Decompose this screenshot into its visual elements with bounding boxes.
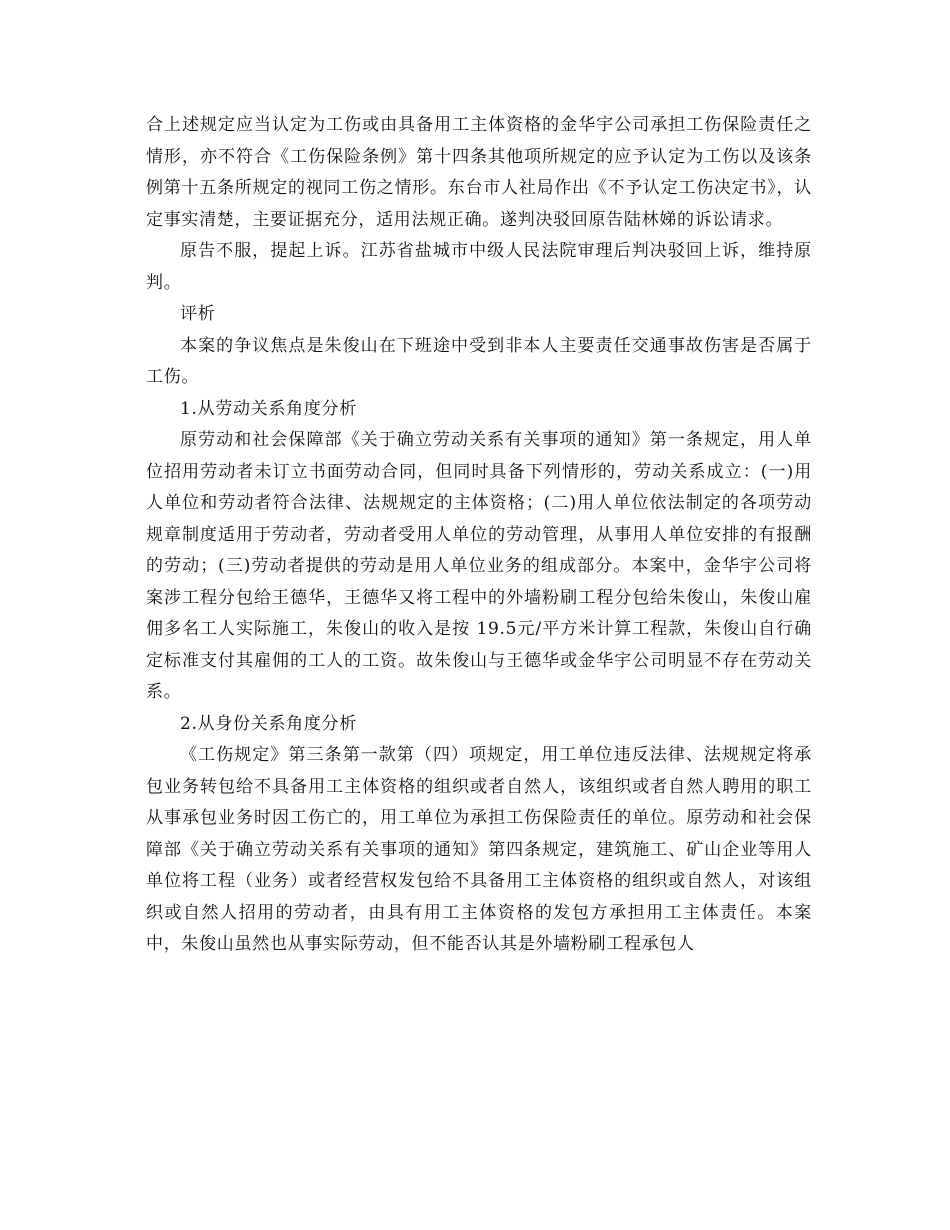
- section-heading-analysis: 评析: [180, 304, 216, 324]
- document-page: [146, 110, 812, 961]
- paragraph-continued-judgment: 合上述规定应当认定为工伤或由具备用工主体资格的金华宇公司承担工伤保险责任之情形，亦不符合《工伤保险条例》第十四条其他项所规定的应予认定为工伤以及该条例第十五条所规定的视同工伤之情形。东台市人社局作出《不予认定工伤决定书》，认定事实清楚，主要证据充分，适用法规正确。遂判决驳回原告陆林娣的诉讼请求。: [146, 115, 812, 230]
- paragraph-dispute-focus: 本案的争议焦点是朱俊山在下班途中受到非本人主要责任交通事故伤害是否属于工伤。: [146, 335, 812, 387]
- paragraph-appeal-result: 原告不服，提起上诉。江苏省盐城市中级人民法院审理后判决驳回上诉，维持原判。: [146, 241, 812, 293]
- subheading-labor-relation: 1.从劳动关系角度分析: [180, 398, 357, 419]
- subheading-identity-relation: 2.从身份关系角度分析: [180, 713, 357, 734]
- paragraph-labor-relation-analysis: 原劳动和社会保障部《关于确立劳动关系有关事项的通知》第一条规定，用人单位招用劳动者未订立书面劳动合同，但同时具备下列情形的，劳动关系成立：(一)用人单位和劳动者符合法律、法规规定的主体资格；(二)用人单位依法制定的各项劳动规章制度适用于劳动者，劳动者受用人单位的劳动管理，从事用人单位安排的有报酬的劳动；(三)劳动者提供的劳动是用人单位业务的组成部分。本案中，金华宇公司将案涉工程分包给王德华，王德华又将工程中的外墙粉刷工程分包给朱俊山，朱俊山雇佣多名工人实际施工，朱俊山的收入是按 19.5元/平方米计算工程款，朱俊山自行确定标准支付其雇佣的工人的工资。故朱俊山与王德华或金华宇公司明显不存在劳动关系。: [146, 430, 812, 702]
- paragraph-identity-relation-analysis: 《工伤规定》第三条第一款第（四）项规定，用工单位违反法律、法规规定将承包业务转包给不具备用工主体资格的组织或者自然人，该组织或者自然人聘用的职工从事承包业务时因工伤亡的，用工单位为承担工伤保险责任的单位。原劳动和社会保障部《关于确立劳动关系有关事项的通知》第四条规定，建筑施工、矿山企业等用人单位将工程（业务）或者经营权发包给不具备用工主体资格的组织或自然人，对该组织或自然人招用的劳动者，由具有用工主体资格的发包方承担用工主体责任。本案中，朱俊山虽然也从事实际劳动，但不能否认其是外墙粉刷工程承包人: [146, 745, 812, 954]
